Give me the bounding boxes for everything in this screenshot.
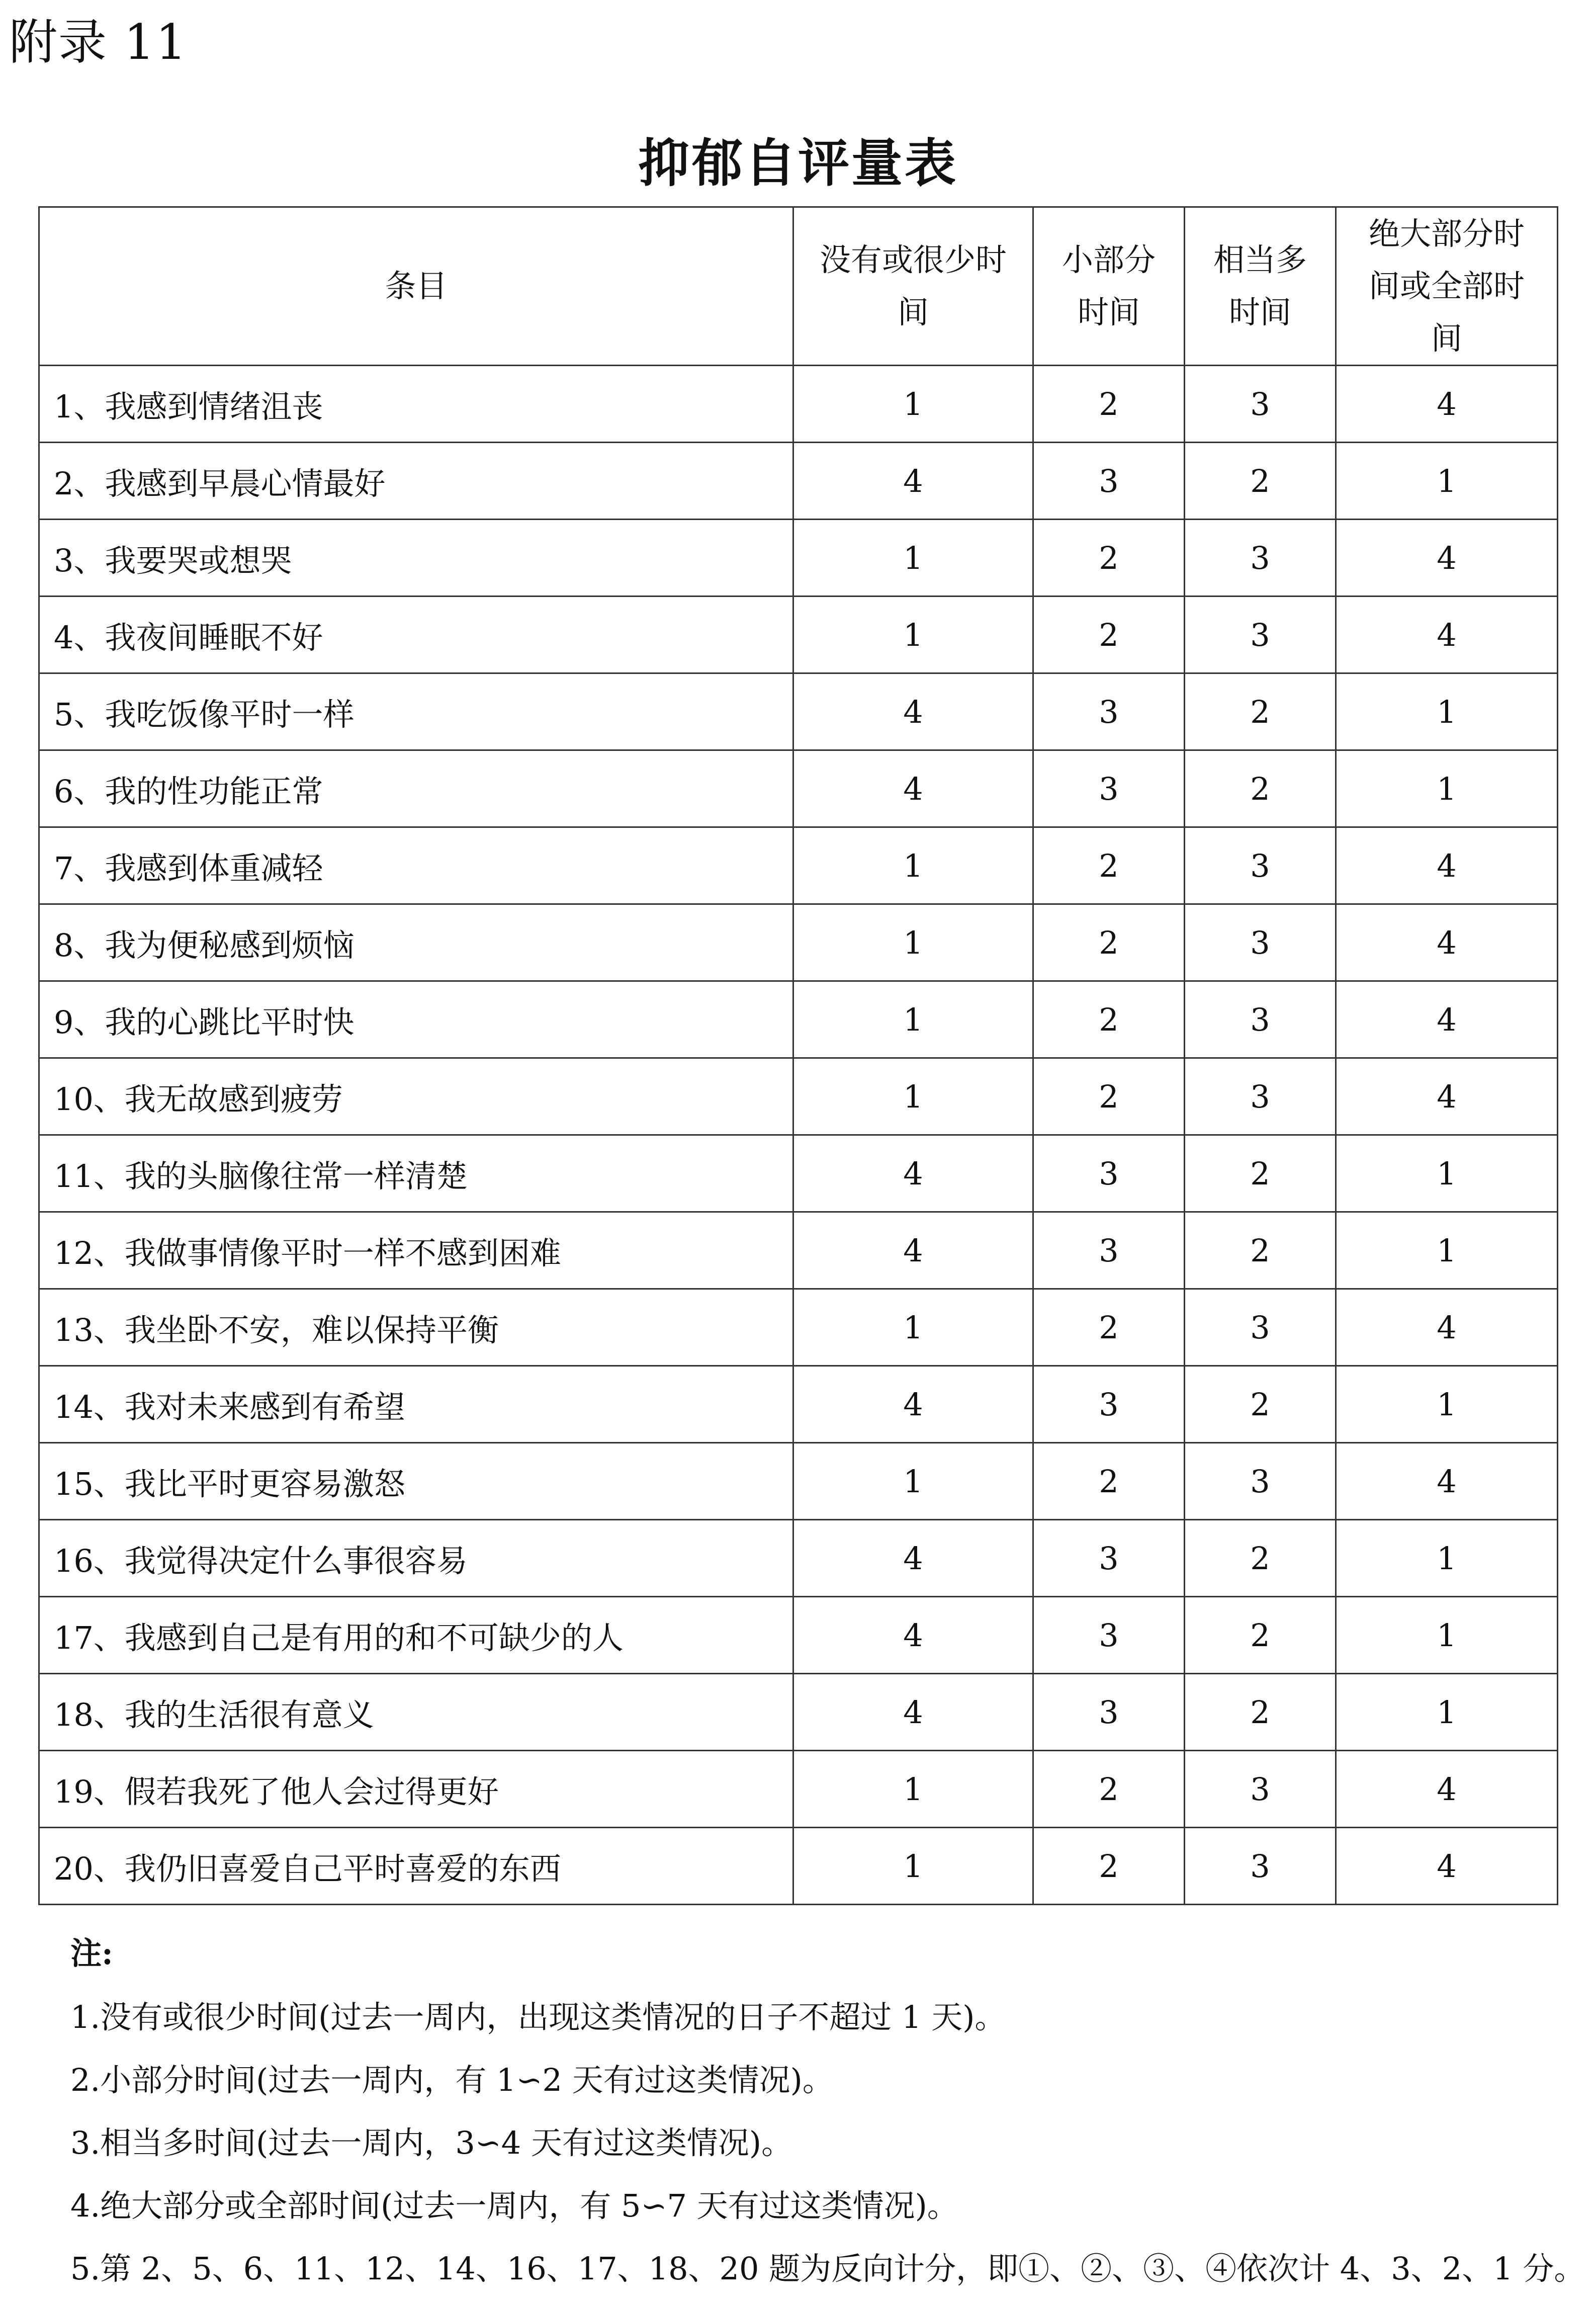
score-cell: 4 bbox=[1336, 981, 1558, 1058]
score-cell: 4 bbox=[793, 673, 1033, 750]
item-text: 12、我做事情像平时一样不感到困难 bbox=[39, 1212, 793, 1289]
score-cell: 1 bbox=[793, 1751, 1033, 1828]
score-cell: 3 bbox=[1033, 443, 1185, 520]
score-cell: 1 bbox=[793, 827, 1033, 904]
score-cell: 4 bbox=[793, 1597, 1033, 1674]
score-cell: 1 bbox=[793, 366, 1033, 443]
table-row bbox=[39, 1058, 1558, 1135]
item-text: 19、假若我死了他人会过得更好 bbox=[39, 1751, 793, 1828]
score-cell: 1 bbox=[1336, 1135, 1558, 1212]
score-cell: 4 bbox=[1336, 1828, 1558, 1905]
score-cell: 2 bbox=[1033, 1443, 1185, 1520]
item-text: 17、我感到自己是有用的和不可缺少的人 bbox=[39, 1597, 793, 1674]
score-cell: 2 bbox=[1185, 1135, 1336, 1212]
note-line-5: 5.第 2、5、6、11、12、14、16、17、18、20 题为反向计分，即①、②、③、④依次计 4、3、2、1 分。 bbox=[70, 2250, 1585, 2287]
score-cell: 2 bbox=[1185, 750, 1336, 827]
score-cell: 1 bbox=[793, 1058, 1033, 1135]
item-text: 8、我为便秘感到烦恼 bbox=[39, 904, 793, 981]
score-cell: 3 bbox=[1185, 597, 1336, 673]
score-cell: 2 bbox=[1185, 1520, 1336, 1597]
score-cell: 2 bbox=[1185, 1597, 1336, 1674]
score-cell: 4 bbox=[793, 1674, 1033, 1751]
table-header-row bbox=[39, 207, 1558, 366]
score-cell: 1 bbox=[793, 1289, 1033, 1366]
score-cell: 4 bbox=[1336, 904, 1558, 981]
table-row bbox=[39, 1443, 1558, 1520]
table-row bbox=[39, 827, 1558, 904]
score-cell: 4 bbox=[1336, 520, 1558, 597]
score-cell: 4 bbox=[1336, 366, 1558, 443]
note-line-3: 3.相当多时间(过去一周内，3∽4 天有过这类情况)。 bbox=[70, 2124, 793, 2161]
table-row bbox=[39, 1674, 1558, 1751]
table-body bbox=[39, 366, 1558, 1905]
item-text: 11、我的头脑像往常一样清楚 bbox=[39, 1135, 793, 1212]
item-text: 15、我比平时更容易激怒 bbox=[39, 1443, 793, 1520]
score-cell: 2 bbox=[1033, 366, 1185, 443]
note-line-2: 2.小部分时间(过去一周内，有 1∽2 天有过这类情况)。 bbox=[70, 2062, 834, 2098]
score-cell: 3 bbox=[1033, 673, 1185, 750]
score-cell: 3 bbox=[1033, 750, 1185, 827]
table-row bbox=[39, 366, 1558, 443]
table-row bbox=[39, 1212, 1558, 1289]
score-cell: 1 bbox=[793, 597, 1033, 673]
header-often-label: 相当多时间 bbox=[1213, 241, 1307, 330]
score-cell: 3 bbox=[1033, 1212, 1185, 1289]
score-cell: 2 bbox=[1033, 520, 1185, 597]
score-cell: 2 bbox=[1033, 1289, 1185, 1366]
table-row bbox=[39, 1366, 1558, 1443]
score-cell: 1 bbox=[793, 520, 1033, 597]
item-text: 20、我仍旧喜爱自己平时喜爱的东西 bbox=[39, 1828, 793, 1905]
score-cell: 1 bbox=[1336, 750, 1558, 827]
table-row bbox=[39, 1135, 1558, 1212]
score-cell: 4 bbox=[1336, 597, 1558, 673]
item-text: 13、我坐卧不安，难以保持平衡 bbox=[39, 1289, 793, 1366]
item-text: 4、我夜间睡眠不好 bbox=[39, 597, 793, 673]
table-row bbox=[39, 904, 1558, 981]
table-row bbox=[39, 1597, 1558, 1674]
score-cell: 3 bbox=[1033, 1520, 1185, 1597]
item-text: 3、我要哭或想哭 bbox=[39, 520, 793, 597]
header-rarely bbox=[793, 207, 1033, 366]
score-cell: 1 bbox=[1336, 673, 1558, 750]
item-text: 18、我的生活很有意义 bbox=[39, 1674, 793, 1751]
score-cell: 3 bbox=[1185, 1751, 1336, 1828]
table-row bbox=[39, 597, 1558, 673]
score-cell: 2 bbox=[1033, 827, 1185, 904]
score-cell: 4 bbox=[793, 443, 1033, 520]
score-cell: 4 bbox=[793, 1520, 1033, 1597]
score-cell: 2 bbox=[1033, 981, 1185, 1058]
header-mostly-label: 绝大部分时间或全部时间 bbox=[1368, 215, 1525, 357]
item-text: 1、我感到情绪沮丧 bbox=[39, 366, 793, 443]
table-row bbox=[39, 750, 1558, 827]
note-line-1: 1.没有或很少时间(过去一周内，出现这类情况的日子不超过 1 天)。 bbox=[70, 1999, 1006, 2035]
score-cell: 3 bbox=[1185, 1828, 1336, 1905]
table-row bbox=[39, 1289, 1558, 1366]
score-cell: 1 bbox=[1336, 1520, 1558, 1597]
item-text: 2、我感到早晨心情最好 bbox=[39, 443, 793, 520]
item-text: 9、我的心跳比平时快 bbox=[39, 981, 793, 1058]
score-cell: 4 bbox=[1336, 1289, 1558, 1366]
score-cell: 2 bbox=[1185, 443, 1336, 520]
notes-label: 注: bbox=[70, 1935, 113, 1972]
score-cell: 4 bbox=[793, 1212, 1033, 1289]
table-row bbox=[39, 673, 1558, 750]
score-cell: 2 bbox=[1033, 1828, 1185, 1905]
score-cell: 2 bbox=[1185, 1366, 1336, 1443]
score-cell: 2 bbox=[1033, 1751, 1185, 1828]
score-cell: 3 bbox=[1185, 1289, 1336, 1366]
table-row bbox=[39, 1751, 1558, 1828]
header-item-label: 条目 bbox=[385, 268, 448, 304]
score-cell: 2 bbox=[1033, 1058, 1185, 1135]
score-cell: 4 bbox=[793, 750, 1033, 827]
score-cell: 1 bbox=[1336, 1674, 1558, 1751]
score-cell: 1 bbox=[793, 1828, 1033, 1905]
item-text: 10、我无故感到疲劳 bbox=[39, 1058, 793, 1135]
score-cell: 1 bbox=[1336, 1212, 1558, 1289]
score-cell: 4 bbox=[1336, 1751, 1558, 1828]
score-cell: 4 bbox=[1336, 1443, 1558, 1520]
note-line-4: 4.绝大部分或全部时间(过去一周内，有 5∽7 天有过这类情况)。 bbox=[70, 2187, 958, 2224]
score-cell: 3 bbox=[1185, 904, 1336, 981]
item-text: 5、我吃饭像平时一样 bbox=[39, 673, 793, 750]
score-cell: 3 bbox=[1033, 1597, 1185, 1674]
item-text: 6、我的性功能正常 bbox=[39, 750, 793, 827]
score-cell: 1 bbox=[1336, 443, 1558, 520]
header-item bbox=[39, 207, 793, 366]
header-rarely-label: 没有或很少时间 bbox=[819, 241, 1007, 330]
score-cell: 1 bbox=[1336, 1366, 1558, 1443]
item-text: 7、我感到体重减轻 bbox=[39, 827, 793, 904]
score-cell: 3 bbox=[1033, 1135, 1185, 1212]
score-cell: 1 bbox=[1336, 1597, 1558, 1674]
appendix-label: 附录 11 bbox=[9, 14, 188, 70]
score-cell: 2 bbox=[1185, 1674, 1336, 1751]
header-sometimes bbox=[1033, 207, 1185, 366]
score-cell: 1 bbox=[793, 904, 1033, 981]
header-often bbox=[1185, 207, 1336, 366]
table-row bbox=[39, 1520, 1558, 1597]
item-text: 16、我觉得决定什么事很容易 bbox=[39, 1520, 793, 1597]
score-cell: 2 bbox=[1033, 904, 1185, 981]
score-cell: 4 bbox=[1336, 827, 1558, 904]
table-row bbox=[39, 1828, 1558, 1905]
item-text: 14、我对未来感到有希望 bbox=[39, 1366, 793, 1443]
score-cell: 3 bbox=[1185, 981, 1336, 1058]
document-title: 抑郁自评量表 bbox=[638, 133, 958, 194]
rating-scale-table bbox=[38, 206, 1558, 1905]
score-cell: 2 bbox=[1185, 673, 1336, 750]
score-cell: 3 bbox=[1033, 1366, 1185, 1443]
score-cell: 4 bbox=[793, 1366, 1033, 1443]
score-cell: 3 bbox=[1033, 1674, 1185, 1751]
score-cell: 3 bbox=[1185, 366, 1336, 443]
score-cell: 3 bbox=[1185, 827, 1336, 904]
table-row bbox=[39, 443, 1558, 520]
score-cell: 3 bbox=[1185, 1058, 1336, 1135]
table-row bbox=[39, 981, 1558, 1058]
notes-section bbox=[70, 1921, 1585, 2300]
score-cell: 4 bbox=[1336, 1058, 1558, 1135]
score-cell: 1 bbox=[793, 981, 1033, 1058]
table-row bbox=[39, 520, 1558, 597]
score-cell: 3 bbox=[1185, 1443, 1336, 1520]
score-cell: 4 bbox=[793, 1135, 1033, 1212]
score-cell: 1 bbox=[793, 1443, 1033, 1520]
score-cell: 2 bbox=[1185, 1212, 1336, 1289]
score-cell: 3 bbox=[1185, 520, 1336, 597]
header-mostly bbox=[1336, 207, 1558, 366]
score-cell: 2 bbox=[1033, 597, 1185, 673]
header-sometimes-label: 小部分时间 bbox=[1061, 241, 1156, 330]
